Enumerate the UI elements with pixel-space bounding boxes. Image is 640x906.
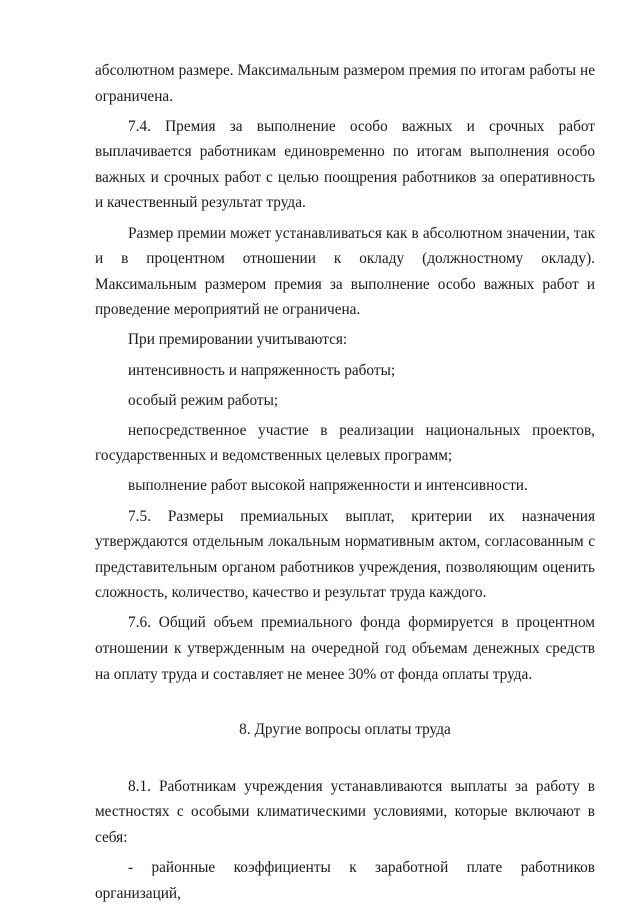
list-item-intensity: интенсивность и напряженность работы; bbox=[128, 361, 396, 379]
document-page bbox=[95, 58, 595, 906]
list-item-regional-coefficients: - районные коэффициенты к заработной плате работников организаций, bbox=[95, 859, 595, 902]
paragraph-7-6: 7.6. Общий объем премиального фонда формируется в процентном отношении к утвержденным на очередной год объемам денежных средств на оплату труда и составляет не менее 30% от фонда оплаты труда. bbox=[95, 614, 595, 683]
paragraph-7-4: 7.4. Премия за выполнение особо важных и срочных работ выплачивается работникам единовременно по итогам выполнения особо важных и срочных работ с целью поощрения работников за оперативность и качественный результат труда. bbox=[95, 117, 595, 212]
list-item-high-intensity: выполнение работ высокой напряженности и интенсивности. bbox=[128, 477, 528, 495]
paragraph-7-5: 7.5. Размеры премиальных выплат, критерии их назначения утверждаются отдельным локальным нормативным актом, согласованным с представительным органом работников учреждения, позволяющим оценить сложность, количество, качество и результат труда каждого. bbox=[95, 507, 595, 602]
list-item-national-projects: непосредственное участие в реализации национальных проектов, государственных и ведомственных целевых программ; bbox=[95, 421, 595, 465]
list-item-special-mode: особый режим работы; bbox=[128, 391, 279, 409]
paragraph-bonus-size: Размер премии может устанавливаться как в абсолютном значении, так и в процентном отношении к окладу (должностному окладу). Максимальным размером премия за выполнение особо важных работ и проведение мероприятий не ограничена. bbox=[95, 224, 595, 319]
paragraph-8-1: 8.1. Работникам учреждения устанавливаются выплаты за работу в местностях с особыми климатическими условиями, которые включают в себя: bbox=[95, 777, 595, 846]
paragraph-continuation: абсолютном размере. Максимальным размером премия по итогам работы не ограничена. bbox=[95, 62, 595, 105]
section-heading: 8. Другие вопросы оплаты труда bbox=[239, 721, 451, 739]
paragraph-bonus-criteria-intro: При премировании учитываются: bbox=[128, 331, 348, 349]
